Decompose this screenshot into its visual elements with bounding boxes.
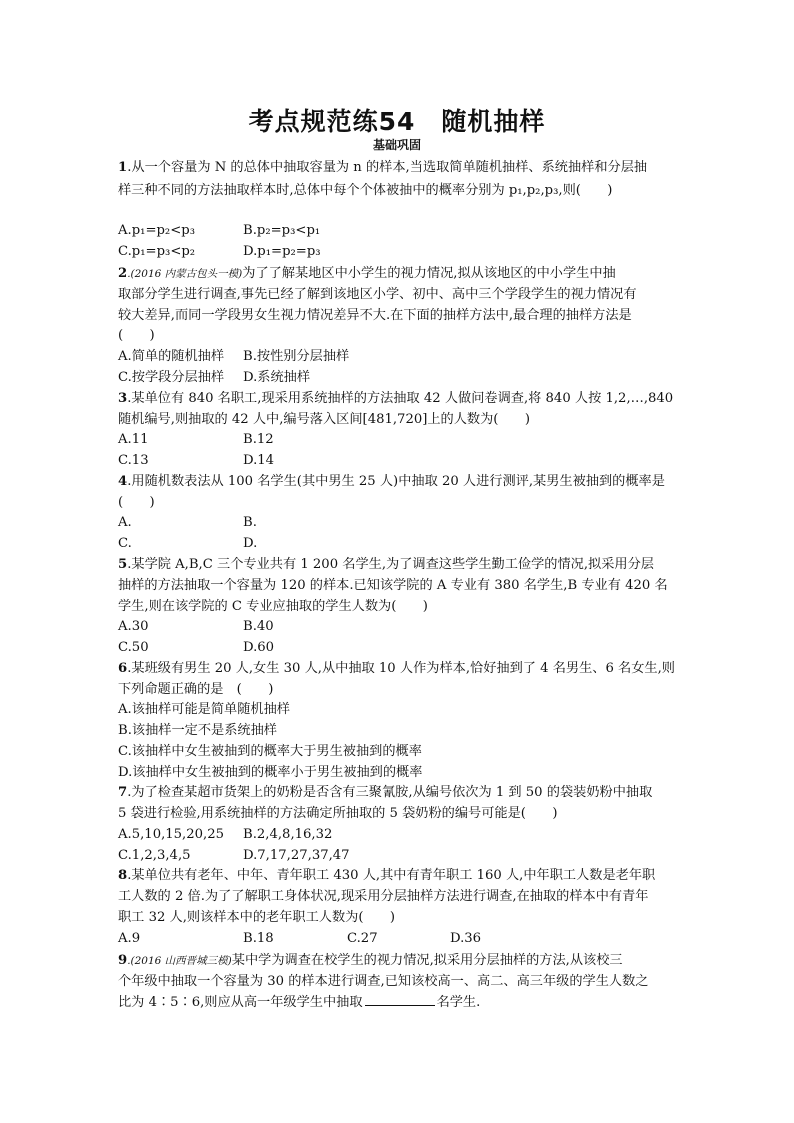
- question-3-line-1: [118, 389, 673, 409]
- question-2-line-4: ( ): [118, 328, 155, 343]
- q3-option-a[interactable]: A.11: [118, 432, 149, 447]
- q6-option-d[interactable]: D.该抽样中女生被抽到的概率小于男生被抽到的概率: [118, 765, 423, 780]
- question-number: 7: [118, 785, 128, 800]
- q7-option-a[interactable]: A.5,10,15,20,25: [118, 827, 224, 842]
- q4-option-c[interactable]: C.: [118, 536, 132, 551]
- question-5-line-1: [118, 555, 654, 575]
- question-text: .用随机数表法从 100 名学生(其中男生 25 人)中抽取 20 人进行测评,某男生被抽到的概率是: [127, 474, 665, 489]
- q7-option-d[interactable]: D.7,17,27,37,47: [243, 848, 350, 863]
- q1-option-a[interactable]: A.p₁=p₂<p₃: [118, 223, 196, 238]
- q7-option-b[interactable]: B.2,4,8,16,32: [243, 827, 333, 842]
- question-5-line-2: 抽样的方法抽取一个容量为 120 的样本.已知该学院的 A 专业有 380 名学生,B 专业有 420 名: [118, 578, 668, 593]
- q3-option-d[interactable]: D.14: [243, 453, 275, 468]
- q8-option-a[interactable]: A.9: [118, 931, 141, 946]
- q1-option-d[interactable]: D.p₁=p₂=p₃: [243, 244, 321, 259]
- q7-option-c[interactable]: C.1,2,3,4,5: [118, 848, 191, 863]
- q2-option-c[interactable]: C.按学段分层抽样: [118, 370, 225, 385]
- question-number: 5: [118, 557, 128, 572]
- q5-option-b[interactable]: B.40: [243, 619, 274, 634]
- question-text: .某班级有男生 20 人,女生 30 人,从中抽取 10 人作为样本,恰好抽到了 4 名男生、6 名女生,则: [127, 661, 675, 676]
- q2-option-b[interactable]: B.按性别分层抽样: [243, 349, 350, 364]
- q5-option-d[interactable]: D.60: [243, 640, 275, 655]
- question-text: 比为 4∶5∶6,则应从高一年级学生中抽取: [118, 995, 363, 1010]
- q2-option-d[interactable]: D.系统抽样: [243, 370, 311, 385]
- question-text: 为了了解某地区中小学生的视力情况,拟从该地区的中小学生中抽: [242, 266, 616, 281]
- q6-option-c[interactable]: C.该抽样中女生被抽到的概率大于男生被抽到的概率: [118, 744, 422, 759]
- q4-option-a[interactable]: A.: [118, 515, 132, 530]
- question-text: .为了检查某超市货架上的奶粉是否含有三聚氰胺,从编号依次为 1 到 50 的袋装奶粉中抽取: [127, 785, 653, 800]
- q6-option-b[interactable]: B.该抽样一定不是系统抽样: [118, 723, 277, 738]
- question-9-line-2: 个年级中抽取一个容量为 30 的样本进行调查,已知该校高一、高二、高三年级的学生人数之: [118, 974, 649, 989]
- question-6-line-2: 下列命题正确的是 ( ): [118, 682, 274, 697]
- question-9-line-1: [118, 951, 623, 971]
- page-title: 考点规范练54 随机抽样: [248, 107, 546, 136]
- q4-option-d[interactable]: D.: [243, 536, 258, 551]
- question-2-line-3: 较大差异,而同一学段男女生视力情况差异不大.在下面的抽样方法中,最合理的抽样方法是: [118, 308, 632, 323]
- question-1-line-2: 样三种不同的方法抽取样本时,总体中每个个体被抽中的概率分别为 p₁,p₂,p₃,则( ): [118, 183, 613, 198]
- question-7-line-1: [118, 783, 652, 803]
- question-4-line-1: [118, 472, 665, 492]
- question-7-line-2: 5 袋进行检验,用系统抽样的方法确定所抽取的 5 袋奶粉的编号可能是( ): [118, 806, 558, 821]
- q1-option-c[interactable]: C.p₁=p₃<p₂: [118, 244, 196, 259]
- q6-option-a[interactable]: A.该抽样可能是简单随机抽样: [118, 702, 290, 717]
- q5-option-c[interactable]: C.50: [118, 640, 149, 655]
- answer-blank[interactable]: [365, 993, 435, 1006]
- q3-option-b[interactable]: B.12: [243, 432, 274, 447]
- question-text: .从一个容量为 N 的总体中抽取容量为 n 的样本,当选取简单随机抽样、系统抽样和分层抽: [127, 160, 648, 175]
- question-text: .某单位有 840 名职工,现采用系统抽样的方法抽取 42 人做问卷调查,将 840 人按 1,2,…,840: [127, 391, 674, 406]
- question-4-line-2: ( ): [118, 495, 155, 510]
- question-source: .(2016 内蒙古包头一模): [127, 268, 243, 280]
- question-8-line-2: 工人数的 2 倍.为了了解职工身体状况,现采用分层抽样方法进行调查,在抽取的样本中有青年: [118, 889, 649, 904]
- q8-option-b[interactable]: B.18: [243, 931, 274, 946]
- q1-option-b[interactable]: B.p₂=p₃<p₁: [243, 223, 321, 238]
- section-title: 基础巩固: [372, 138, 421, 152]
- q8-option-d[interactable]: D.36: [450, 931, 482, 946]
- question-text: 某中学为调查在校学生的视力情况,拟采用分层抽样的方法,从该校三: [231, 953, 623, 968]
- question-source: .(2016 山西晋城三模): [127, 955, 232, 967]
- question-text: .某学院 A,B,C 三个专业共有 1 200 名学生,为了调查这些学生勤工俭学的情况,拟采用分层: [127, 557, 654, 572]
- question-number: 9: [118, 953, 128, 968]
- question-number: 4: [118, 474, 128, 489]
- question-number: 1: [118, 160, 128, 175]
- question-number: 3: [118, 391, 128, 406]
- question-2-line-1: [118, 264, 616, 284]
- question-5-line-3: 学生,则在该学院的 C 专业应抽取的学生人数为( ): [118, 599, 428, 614]
- question-3-line-2: 随机编号,则抽取的 42 人中,编号落入区间[481,720]上的人数为( ): [118, 412, 530, 427]
- question-9-line-3: [118, 993, 480, 1013]
- question-number: 8: [118, 868, 128, 883]
- q8-option-c[interactable]: C.27: [347, 931, 378, 946]
- question-number: 6: [118, 661, 128, 676]
- question-text: 名学生.: [436, 995, 481, 1010]
- question-text: .某单位共有老年、中年、青年职工 430 人,其中有青年职工 160 人,中年职工人数是老年职: [127, 868, 656, 883]
- question-8-line-3: 职工 32 人,则该样本中的老年职工人数为( ): [118, 910, 396, 925]
- question-6-line-1: [118, 659, 675, 679]
- question-number: 2: [118, 266, 128, 281]
- question-8-line-1: [118, 866, 655, 886]
- q5-option-a[interactable]: A.30: [118, 619, 149, 634]
- question-1-line-1: [118, 158, 647, 178]
- question-2-line-2: 取部分学生进行调查,事先已经了解到该地区小学、初中、高中三个学段学生的视力情况有: [118, 287, 637, 302]
- q2-option-a[interactable]: A.简单的随机抽样: [118, 349, 225, 364]
- q4-option-b[interactable]: B.: [243, 515, 257, 530]
- q3-option-c[interactable]: C.13: [118, 453, 149, 468]
